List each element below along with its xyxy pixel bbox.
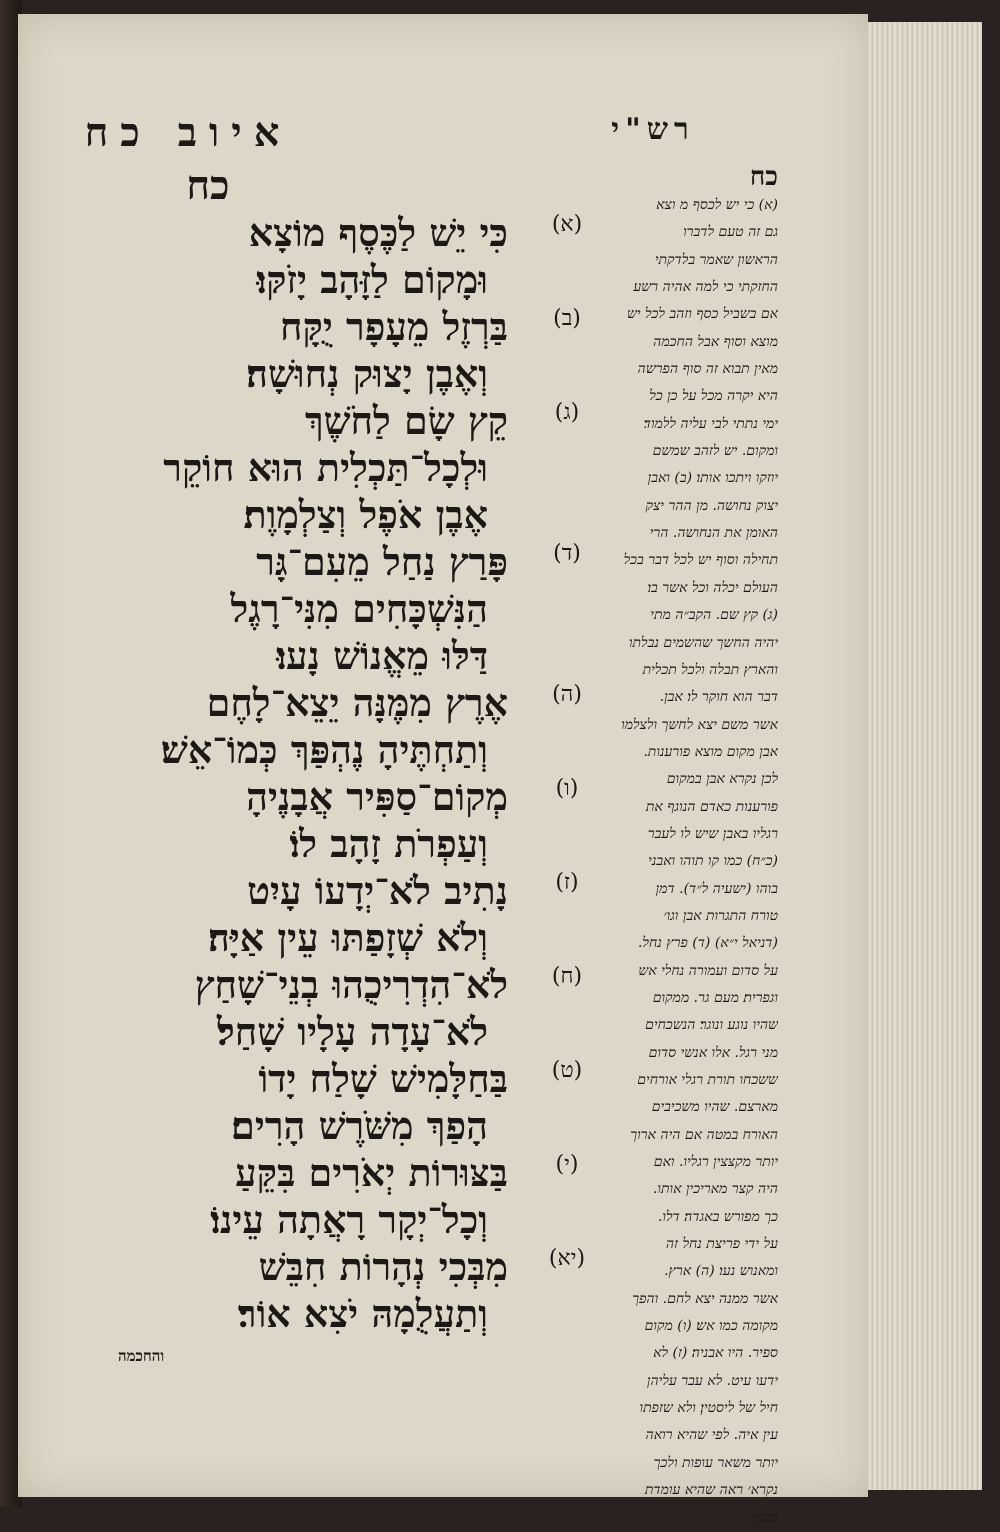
verse-line: קֵץ שָׂם לַחֹשֶׁךְ [304,398,508,443]
verse [18,1149,579,1243]
commentary-line: על ידי פריצת נחל זה [665,1236,778,1253]
verse-line: פָּרַץ נַחַל מֵעִם־גָּר [256,539,508,584]
verse-line: וְאֶבֶן יָצוּק נְחוּשָׁה׃ [246,351,488,396]
verse [18,1055,583,1149]
commentary-line: ומקום. יש לזהב שמשם [652,443,778,460]
commentary-line: נקרא׳ ראה שהיא עומדת [644,1482,778,1499]
verse-number: (ד) [553,541,581,566]
verse-line: כִּי יֵשׁ לַכֶּסֶף מוֹצָא [248,210,508,255]
commentary-line: שהיו נוגע ונוגר׃ הנשכחים [645,1017,778,1034]
commentary-line: ימי נתתי לבי עליה ללמוד׃ [643,415,778,432]
verse-line: אֶרֶץ מִמֶּנָּה יֵצֵא־לָחֶם [206,680,508,725]
commentary-line: יותר משאר עופות ולכך [653,1454,778,1471]
commentary-line: עין איה. לפי שהיא רואה [645,1427,778,1444]
commentary-line: אבן מקום מוצא פורענות. [643,743,778,760]
verse-line: מִבְּכִי נְהָרוֹת חִבֵּשׁ [258,1244,508,1289]
commentary-line: וגפרית׃ מעם גר. ממקום [652,989,778,1006]
commentary-line: דבר הוא חוקר לו׃ אבן. [659,689,778,706]
chapter-heading: כח [186,162,230,209]
commentary-line: ספיר. היו אבניה׃ (ז) לא [653,1345,778,1362]
verse [18,961,583,1055]
verse-line: וְלֹא שְׁזָפַתּוּ עֵין אַיָּה׃ [207,915,488,960]
commentary-line: יצוק נחושה. מן ההר יצק [645,497,778,514]
verse-line: בַּרְזֶל מֵעָפָר יֻקָּח [280,304,508,349]
commentary-line: אשר משם יצא לחשך ולצלמו [621,716,778,733]
commentary-line: לכן נקרא אבן במקום [666,771,778,788]
commentary-line: אם בשביל כסף וזהב לכל יש [626,306,778,323]
commentary-line: ידעו עיט. לא עבר עליהן [646,1372,778,1389]
commentary-line: החזקתי כי למה אהיה רשע [633,279,778,296]
verse-line: וְתַעֲלֻמָהּ יֹצִא אוֹר׃ [237,1291,488,1336]
verse-number: (ח) [551,964,583,989]
commentary-line: כך מפורש באגדה׃ דלו. [657,1208,778,1225]
verse-number: (ה) [552,682,582,707]
verse-line: בַּחַלָּמִישׁ שָׁלַח יָדוֹ [258,1056,508,1101]
verse-line: הָפַךְ מִשֹּׁרֶשׁ הָרִים׃ [231,1103,488,1148]
verse [18,397,580,538]
verse [18,679,582,773]
commentary-line: מאין תבוא זה סוף הפרשה [637,361,778,378]
commentary-line: יהיה החשך שהשמים נבלתו [628,634,778,651]
verse-number: (ו) [555,776,579,801]
commentary-line: העולם יכלה וכל אשר בו׃ [647,579,778,596]
commentary-line: יוזקו ויתכו אותו׃ (ב) ואבן [647,470,778,487]
commentary-line: פורענות כאדם הנוגף את [645,798,778,815]
verse-number: (ב) [553,306,581,331]
verse-number: (י) [555,1152,579,1177]
commentary-line: מארצם. שהיו משכיבים [651,1099,778,1116]
verse-column [18,209,586,1337]
commentary-line: מני רגל. אלו אנשי סדום [648,1044,778,1061]
verse-line: וּמָקוֹם לַזָּהָב יָזֹקּוּ׃ [256,257,488,302]
commentary-line: היא יקרה מכל על כן כל [649,388,778,405]
verse-number: (יא) [548,1246,586,1271]
verse [18,303,581,397]
running-header-title: איוב כח [84,109,292,156]
commentary-line: אשר ממנה יצא לחם. והפך [632,1290,778,1307]
verse-line: נָתִיב לֹא־יְדָעוֹ עָיִט [247,868,508,913]
commentary-line: ששכחו תורת רגלי אורחים [637,1072,778,1088]
commentary-line: האומן את הנחושה. הרי [649,525,778,542]
verse-line: וְכָל־יְקָר רָאֲתָה עֵינוֹ׃ [210,1197,488,1242]
catchword: והחכמה [118,1347,165,1365]
verse-line: לֹא־הִדְרִיכֻהוּ בְנֵי־שָׁחַץ [194,962,508,1007]
page-content [18,14,868,1526]
verse-line: הַנִּשְׁכָּחִים מִנִּי־רָגֶל [230,586,488,631]
verse-number: (ט) [551,1058,583,1083]
verse [18,773,579,867]
verse [18,1243,586,1337]
verse-line: בַּצּוּרוֹת יְאֹרִים בִּקֵּעַ [235,1150,508,1195]
verse [18,538,581,679]
commentary-line: יותר מקצצין רגליו. ואם [653,1154,778,1171]
commentary-line: הראשון שאמר בלדקתי [654,251,778,268]
commentary-line: טורח התגרות אבן וגו׳ [663,907,778,924]
verse-line: וְעַפְרֹת זָהָב לוֹ׃ [289,821,488,866]
verse-line: דַּלּוּ מֵאֱנוֹשׁ נָעוּ׃ [276,633,488,678]
verse-line: מְקוֹם־סַפִּיר אֲבָנֶיהָ [246,774,508,819]
commentary-line: רגליו באבן שיש לו לעבר [647,825,778,842]
verse-number: (ג) [554,400,580,425]
commentary-line: גם זה טעם לדברו [683,224,778,241]
verse [18,867,579,961]
verse-line: וּלְכָל־תַּכְלִית הוּא חוֹקֵר [163,445,488,490]
commentary-line: מקומה כמו אש׃ (ו) מקום [644,1318,778,1335]
commentary-line: בוהו (ישעיה ל״ד). דמן [655,880,778,897]
commentary-line: ומאנוש נעו׃ (ה) ארץ. [664,1263,778,1280]
commentary-line: והארץ תבלה ולכל תכלית [642,661,778,678]
commentary-line: (כ״ח) כמו קו תוהו ואבני [648,853,778,870]
rashi-commentary-column [588,162,778,1532]
running-header-commentary: רש"י [611,112,695,147]
verse-line: אֶבֶן אֹפֶל וְצַלְמָוֶת׃ [243,492,488,537]
commentary-line: האורח במטה אם היה ארוך [630,1126,778,1143]
book-page [18,14,868,1526]
commentary-line: על סדום ועמורה נחלי אש [638,962,778,979]
commentary-line: (א) כי יש לכסף מ וצא [656,197,778,213]
commentary-line: היה קצר מאריכין אותו. [652,1181,778,1198]
commentary-chapter-heading: כח [749,162,778,192]
verse [18,209,583,303]
verse-line: וְתַחְתֶּיהָ נֶהְפַּךְ כְּמוֹ־אֵשׁ׃ [160,727,488,772]
verse-number: (ז) [555,870,579,895]
commentary-line: בכנף [752,1509,778,1526]
verse-number: (א) [551,212,583,237]
commentary-line: (ג) קץ שם. הקב״ה מתי [650,607,778,624]
commentary-line: תחילה וסוף יש לכל דבר בכל [623,552,778,569]
commentary-line: מוצא וסוף אבל החכמה [653,333,778,350]
verse-line: לֹא־עָדָה עָלָיו שָׁחַל׃ [217,1009,488,1054]
commentary-line: (דניאל י״א) (ד) פרץ נחל. [637,935,778,952]
page-edges [862,22,982,1490]
commentary-line: חיל של ליסטין׃ ולא שזפתו [639,1400,778,1417]
